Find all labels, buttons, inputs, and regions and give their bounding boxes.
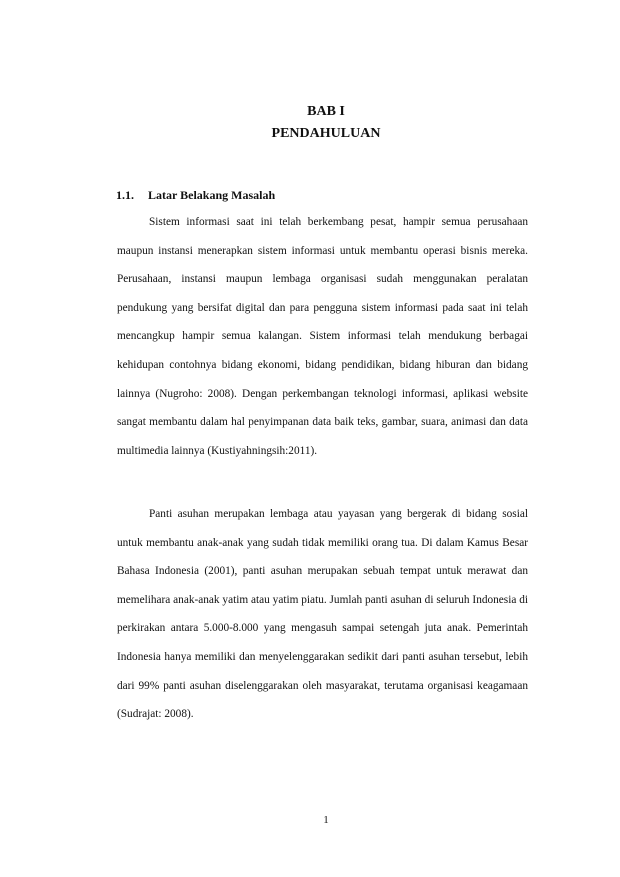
- page-number: 1: [323, 814, 329, 826]
- chapter-number: BAB I: [307, 104, 345, 119]
- paragraph: Sistem informasi saat ini telah berkembang pesat, hampir semua perusahaan maupun instansi menerapkan sistem informasi untuk membantu operasi bisnis mereka. Perusahaan, instansi maupun lembaga organisasi sudah menggunakan peralatan pendukung yang bersifat digital dan para pengguna sistem informasi pada saat ini telah mencangkup hampir semua kalangan. Sistem informasi telah mendukung berbagai kehidupan contohnya bidang ekonomi, bidang pendidikan, bidang hiburan dan bidang lainnya (Nugroho: 2008). Dengan perkembangan teknologi informasi, aplikasi website sangat membantu dalam hal penyimpanan data baik teks, gambar, suara, animasi dan data multimedia lainnya (Kustiyahningsih:2011).: [117, 216, 528, 457]
- section-number: 1.1.: [116, 188, 134, 202]
- section-heading: [116, 187, 275, 203]
- section-title: Latar Belakang Masalah: [148, 188, 276, 202]
- paragraph-block: [117, 208, 528, 465]
- chapter-title: PENDAHULUAN: [271, 126, 381, 141]
- paragraph: Panti asuhan merupakan lembaga atau yayasan yang bergerak di bidang sosial untuk membantu anak-anak yang sudah tidak memiliki orang tua. Di dalam Kamus Besar Bahasa Indonesia (2001), panti asuhan merupakan sebuah tempat untuk merawat dan memelihara anak-anak yatim atau yatim piatu. Jumlah panti asuhan di seluruh Indonesia di perkirakan antara 5.000-8.000 yang mengasuh sampai setengah juta anak. Pemerintah Indonesia hanya memiliki dan menyelenggarakan sedikit dari panti asuhan tersebut, lebih dari 99% panti asuhan diselenggarakan oleh masyarakat, terutama organisasi keagamaan (Sudrajat: 2008).: [117, 508, 528, 721]
- paragraph-block: [117, 500, 528, 729]
